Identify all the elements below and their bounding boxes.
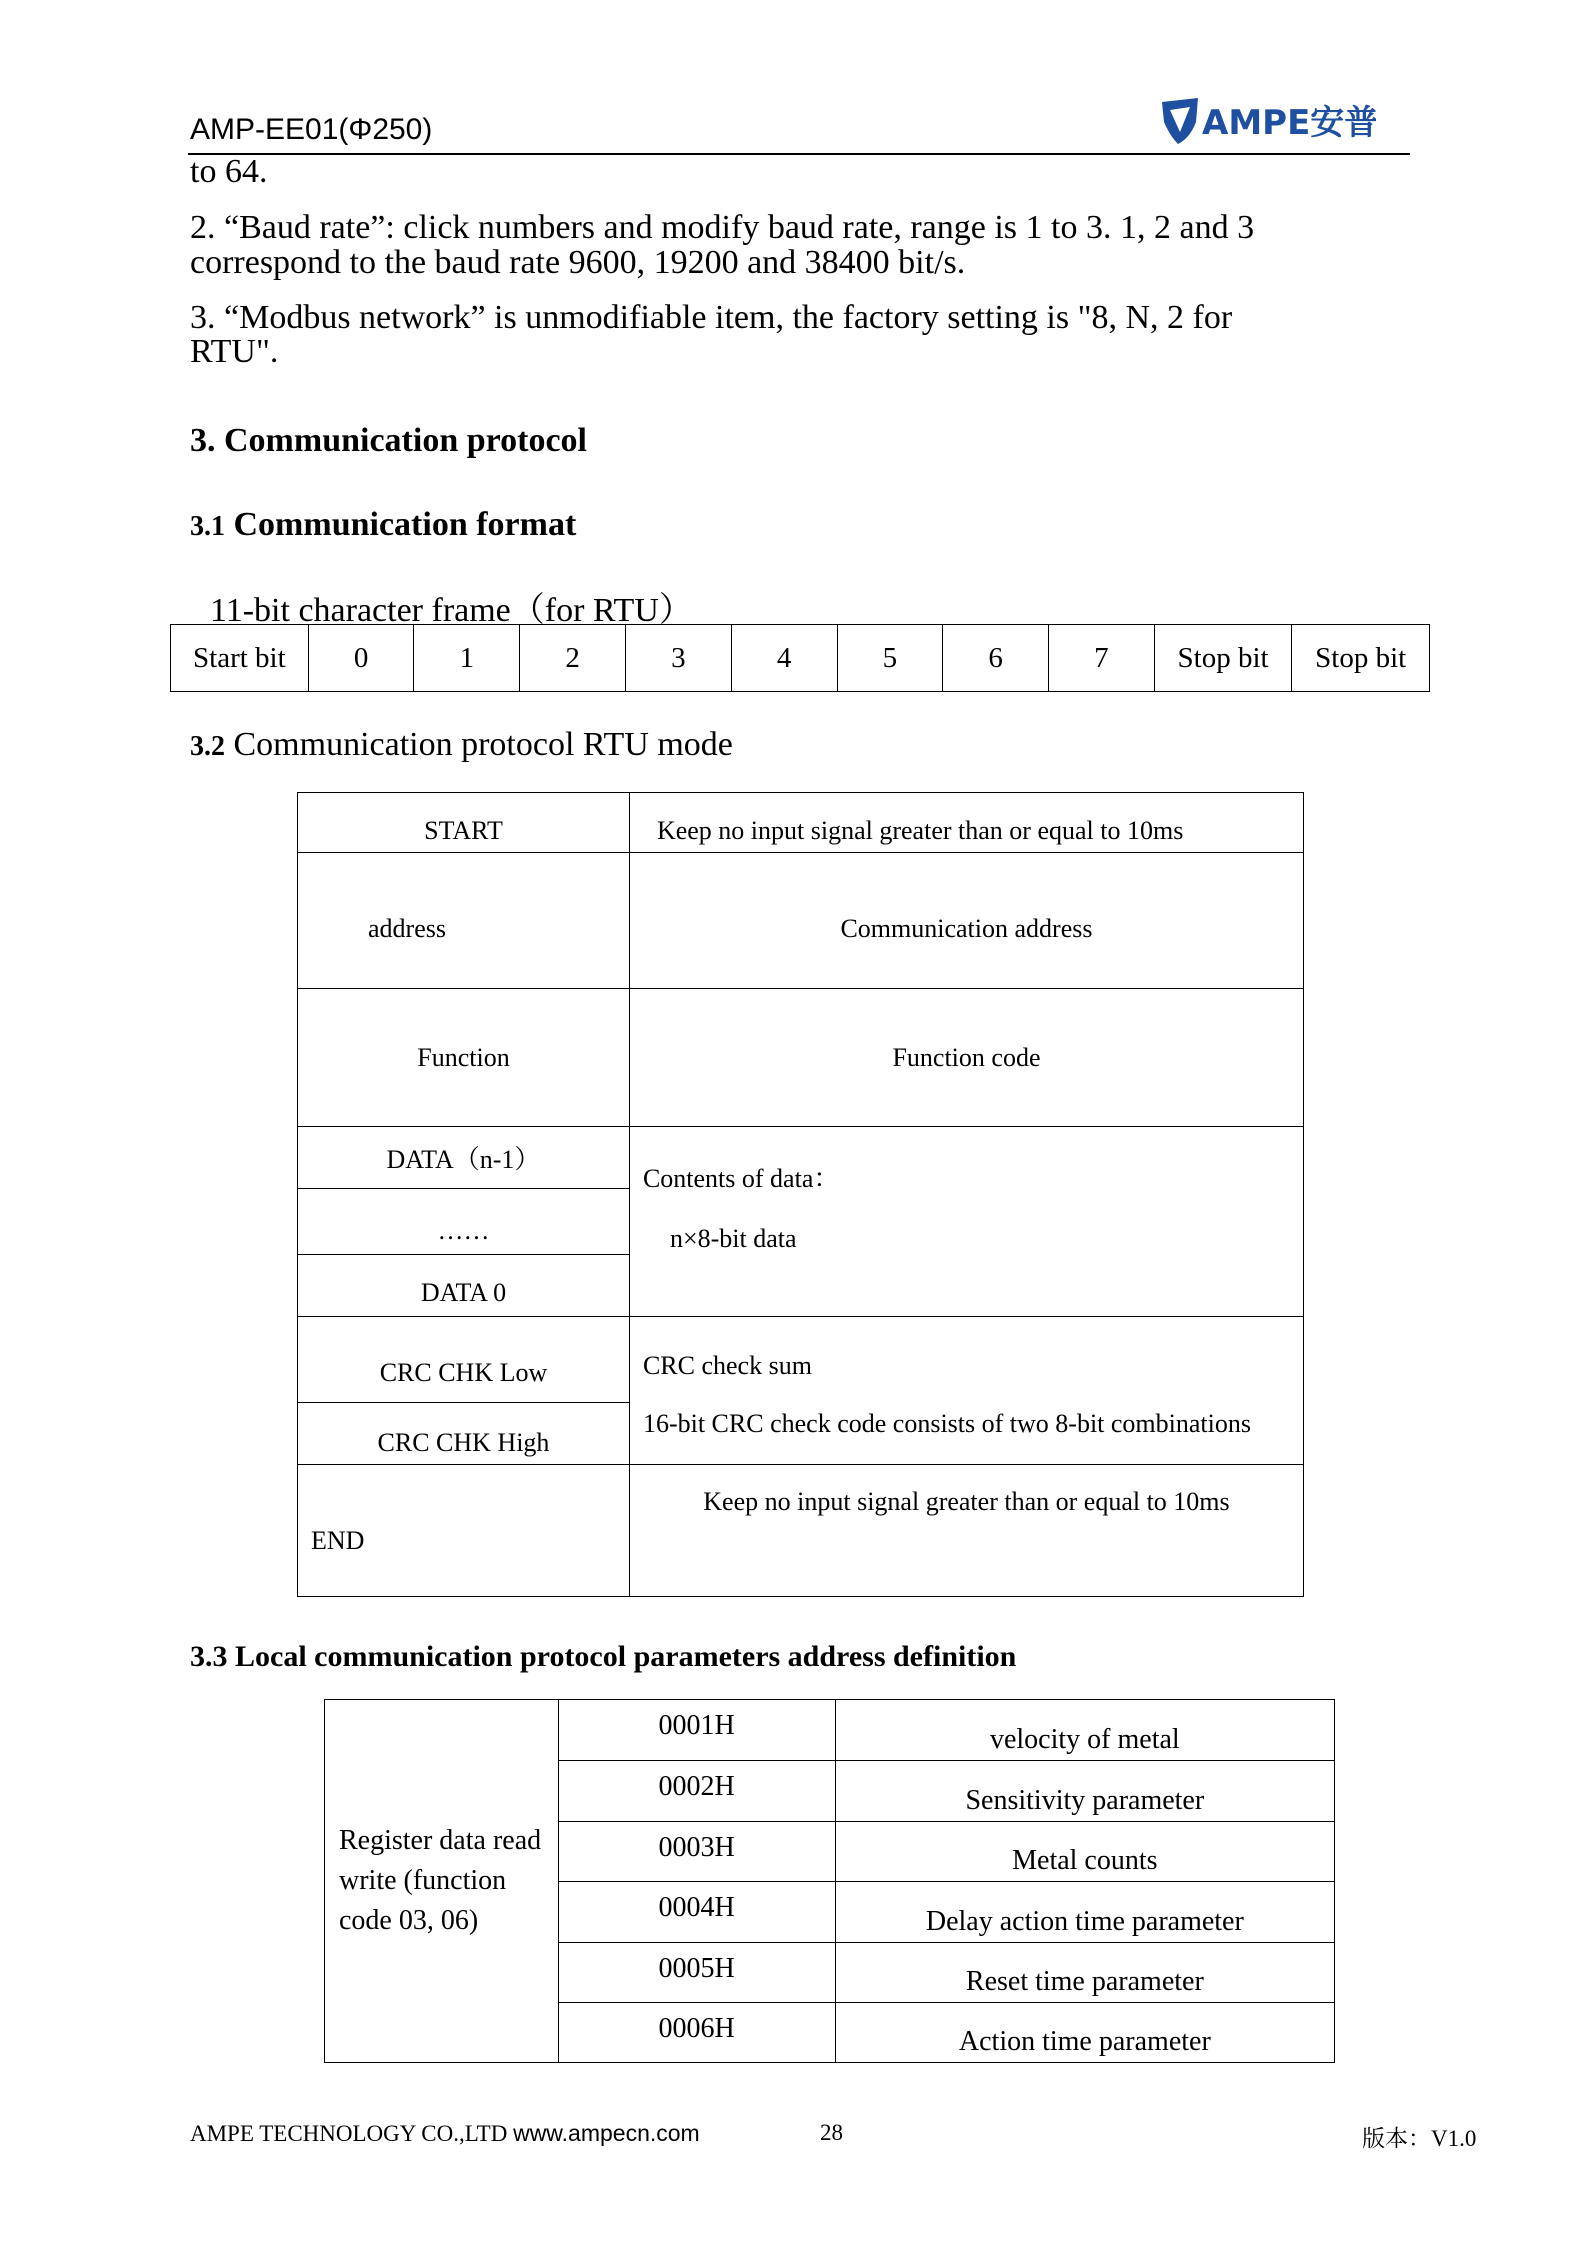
document-title: AMP-EE01(Φ250) xyxy=(190,113,433,146)
frame-cell: 0 xyxy=(308,625,414,692)
register-description: Reset time parameter xyxy=(835,1943,1334,2003)
frame-caption: 11-bit character frame（for RTU） xyxy=(210,592,693,629)
register-description: Metal counts xyxy=(835,1822,1334,1882)
rtu-label: …… xyxy=(298,1189,630,1255)
frame-cell: 2 xyxy=(520,625,626,692)
ampe-shield-logo-icon xyxy=(1156,92,1376,148)
rtu-data-desc xyxy=(629,1127,1303,1317)
footer-website: www.ampecn.com xyxy=(513,2120,700,2146)
register-description: Action time parameter xyxy=(835,2003,1334,2063)
paragraph-baud-rate-line2: correspond to the baud rate 9600, 19200 and 38400 bit/s. xyxy=(190,244,966,281)
section-heading: 3. Communication protocol xyxy=(190,422,587,459)
footer-company xyxy=(190,2120,700,2147)
table-row xyxy=(298,793,1304,853)
subsection-3-1-heading xyxy=(190,506,576,544)
subsection-3-2-heading xyxy=(190,726,733,764)
ampe-logo xyxy=(1156,92,1376,148)
rtu-label: Function xyxy=(298,989,630,1127)
frame-cell: Stop bit xyxy=(1292,625,1430,692)
frame-cell: 6 xyxy=(943,625,1049,692)
character-frame-table xyxy=(170,624,1430,692)
table-row xyxy=(298,1465,1304,1597)
frame-row xyxy=(171,625,1430,692)
subsection-number: 3.2 xyxy=(190,731,225,762)
register-address: 0005H xyxy=(558,1943,835,2003)
logo-text: AMPE安普 xyxy=(1202,103,1376,143)
subsection-number: 3.1 xyxy=(190,511,225,542)
rtu-label: address xyxy=(298,853,630,989)
subsection-title: Communication protocol RTU mode xyxy=(233,726,733,763)
frame-cell: 3 xyxy=(625,625,731,692)
page-number: 28 xyxy=(820,2120,843,2145)
register-group-label: Register data read write (function code 03, 06) xyxy=(325,1700,559,2063)
subsection-title: Communication format xyxy=(233,506,577,543)
register-description: velocity of metal xyxy=(835,1700,1334,1761)
table-row xyxy=(298,989,1304,1127)
register-description: Sensitivity parameter xyxy=(835,1761,1334,1822)
frame-cell: Stop bit xyxy=(1154,625,1292,692)
rtu-desc: 16-bit CRC check code consists of two 8-bit combinations xyxy=(642,1409,1251,1438)
paragraph-modbus-line2: RTU". xyxy=(190,333,279,370)
table-row xyxy=(298,1317,1304,1403)
address-definition-table xyxy=(324,1699,1335,2063)
table-row xyxy=(298,853,1304,989)
frame-cell: Start bit xyxy=(171,625,309,692)
paragraph-baud-rate-line1: 2. “Baud rate”: click numbers and modify baud rate, range is 1 to 3. 1, 2 and 3 xyxy=(190,209,1255,246)
frame-cell: 5 xyxy=(837,625,943,692)
rtu-desc: n×8-bit data xyxy=(669,1224,797,1253)
rtu-mode-table xyxy=(297,792,1304,1597)
register-description: Delay action time parameter xyxy=(835,1882,1334,1943)
table-row xyxy=(325,1700,1335,1761)
rtu-label: DATA（n-1） xyxy=(298,1127,630,1189)
paragraph-continuation: to 64. xyxy=(190,153,268,190)
subsection-3-3-heading: 3.3 Local communication protocol parameters address definition xyxy=(190,1640,1017,1673)
register-address: 0004H xyxy=(558,1882,835,1943)
frame-cell: 4 xyxy=(731,625,837,692)
register-address: 0003H xyxy=(558,1822,835,1882)
frame-cell: 7 xyxy=(1049,625,1155,692)
footer-company-name: AMPE TECHNOLOGY CO.,LTD xyxy=(190,2121,508,2146)
rtu-desc: Keep no input signal greater than or equal to 10ms xyxy=(629,1465,1303,1597)
rtu-label: START xyxy=(298,793,630,853)
rtu-desc: CRC check sum xyxy=(642,1351,812,1380)
rtu-desc: Communication address xyxy=(629,853,1303,989)
frame-cell: 1 xyxy=(414,625,520,692)
rtu-label: CRC CHK Low xyxy=(298,1317,630,1403)
rtu-label: DATA 0 xyxy=(298,1255,630,1317)
rtu-crc-desc xyxy=(629,1317,1303,1465)
rtu-label: END xyxy=(298,1465,630,1597)
register-address: 0002H xyxy=(558,1761,835,1822)
rtu-desc: Contents of data： xyxy=(642,1164,840,1193)
rtu-desc: Function code xyxy=(629,989,1303,1127)
rtu-label: CRC CHK High xyxy=(298,1403,630,1465)
register-address: 0001H xyxy=(558,1700,835,1761)
register-address: 0006H xyxy=(558,2003,835,2063)
rtu-desc: Keep no input signal greater than or equal to 10ms xyxy=(629,793,1303,853)
paragraph-modbus-line1: 3. “Modbus network” is unmodifiable item, the factory setting is "8, N, 2 for xyxy=(190,299,1233,336)
table-row xyxy=(298,1127,1304,1189)
version-label: 版本：V1.0 xyxy=(1362,2126,1477,2151)
